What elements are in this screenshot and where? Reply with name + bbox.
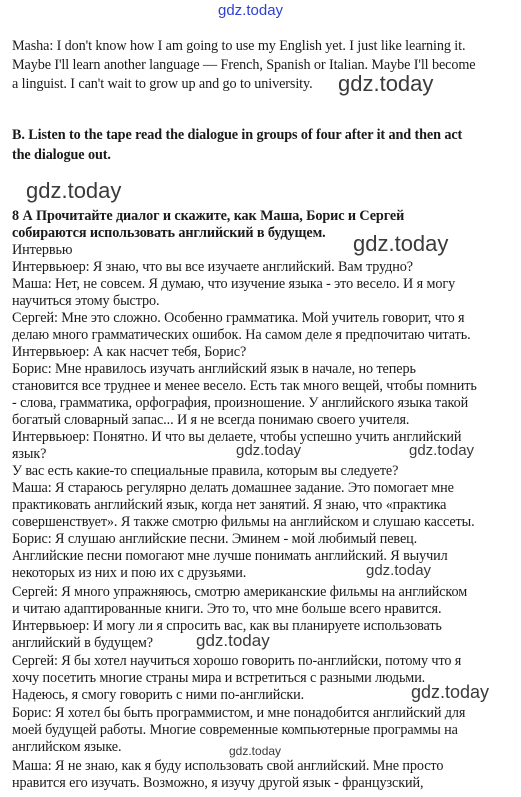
- dialogue-line: нравится его изучать. Возможно, я изучу другой язык - французский,: [12, 775, 424, 791]
- masha-english-line-3: a linguist. I can't wait to grow up and go to university.: [12, 76, 313, 92]
- watermark: gdz.today: [338, 71, 434, 96]
- dialogue-line: делаю много грамматических ошибок. На самом деле я предпочитаю читать.: [12, 327, 471, 343]
- watermark: gdz.today: [409, 442, 475, 459]
- dialogue-line: некоторых из них и пою их с друзьями.: [12, 565, 247, 581]
- dialogue-line: Интервьюер: А как насчет тебя, Борис?: [12, 344, 247, 360]
- dialogue-line: Сергей: Мне это сложно. Особенно грамматика. Мой учитель говорит, что я: [12, 310, 465, 326]
- masha-english-line-2: Maybe I'll learn another language — French, Spanish or Italian. Maybe I'll become: [12, 57, 476, 73]
- dialogue-line: Надеюсь, я смогу говорить с ними по-английски.: [12, 687, 305, 703]
- watermark: gdz.today: [236, 442, 302, 459]
- watermark: gdz.today: [353, 231, 449, 256]
- dialogue-line: У вас есть какие-то специальные правила, которым вы следуете?: [12, 463, 399, 479]
- dialogue-line: богатый словарный запас... И я не всегда понимаю своего учителя.: [12, 412, 410, 428]
- dialogue-line: хочу посетить многие страны мира и встретиться с разными людьми.: [12, 670, 426, 686]
- dialogue-line: Маша: Нет, не совсем. Я думаю, что изучение языка - это весело. И я могу: [12, 276, 456, 292]
- dialogue-line: научиться этому быстро.: [12, 293, 160, 309]
- dialogue-line: становится все труднее и менее весело. Есть так много вещей, чтобы помнить: [12, 378, 477, 394]
- dialogue-line: Борис: Я хотел бы быть программистом, и мне понадобится английский для: [12, 705, 466, 721]
- masha-english-line-1: Masha: I don't know how I am going to use my English yet. I just like learning it.: [12, 38, 466, 54]
- watermark: gdz.today: [218, 2, 284, 19]
- dialogue-line: - слова, грамматика, орфография, произношение. У английского языка такой: [12, 395, 469, 411]
- exercise-b-instruction-line-1: B. Listen to the tape read the dialogue in groups of four after it and then act: [12, 127, 463, 143]
- dialogue-line: Сергей: Я много упражняюсь, смотрю американские фильмы на английском: [12, 584, 468, 600]
- dialogue-line: Интервьюер: Понятно. И что вы делаете, чтобы успешно учить английский: [12, 429, 462, 445]
- dialogue-line: язык?: [12, 446, 47, 462]
- watermark: gdz.today: [366, 562, 432, 579]
- dialogue-line: Борис: Я слушаю английские песни. Эминем - мой любимый певец.: [12, 531, 418, 547]
- dialogue-line: Борис: Мне нравилось изучать английский язык в начале, но теперь: [12, 361, 416, 377]
- dialogue-line: Маша: Я не знаю, как я буду использовать свой английский. Мне просто: [12, 758, 444, 774]
- exercise-8a-heading-line-2: собираются использовать английский в будущем.: [12, 225, 326, 241]
- dialogue-line: совершенствует». Я также смотрю фильмы на английском и слушаю кассеты.: [12, 514, 475, 530]
- dialogue-line: Интервьюер: И могу ли я спросить вас, как вы планируете использовать: [12, 618, 442, 634]
- dialogue-line: и читаю адаптированные книги. Это то, что мне больше всего нравится.: [12, 601, 442, 617]
- exercise-8a-heading-line-1: 8 А Прочитайте диалог и скажите, как Маша, Борис и Сергей: [12, 208, 405, 224]
- dialogue-line: моей будущей работы. Многие современные компьютерные программы на: [12, 722, 458, 738]
- dialogue-line: английском языке.: [12, 739, 122, 755]
- dialogue-line: Английские песни помогают мне лучше понимать английский. Я выучил: [12, 548, 448, 564]
- dialogue-line: английский в будущем?: [12, 635, 154, 651]
- watermark: gdz.today: [229, 744, 282, 758]
- dialogue-line: Интервьюер: Я знаю, что вы все изучаете английский. Вам трудно?: [12, 259, 413, 275]
- watermark: gdz.today: [26, 178, 122, 203]
- watermark: gdz.today: [411, 682, 490, 702]
- dialogue-line: Маша: Я стараюсь регулярно делать домашнее задание. Это помогает мне: [12, 480, 454, 496]
- dialogue-line: Сергей: Я бы хотел научиться хорошо говорить по-английски, потому что я: [12, 653, 462, 669]
- dialogue-title: Интервью: [12, 242, 73, 258]
- dialogue-line: практиковать английский язык, когда нет занятий. Я знаю, что «практика: [12, 497, 447, 513]
- watermark: gdz.today: [196, 631, 270, 650]
- exercise-b-instruction-line-2: the dialogue out.: [12, 147, 111, 163]
